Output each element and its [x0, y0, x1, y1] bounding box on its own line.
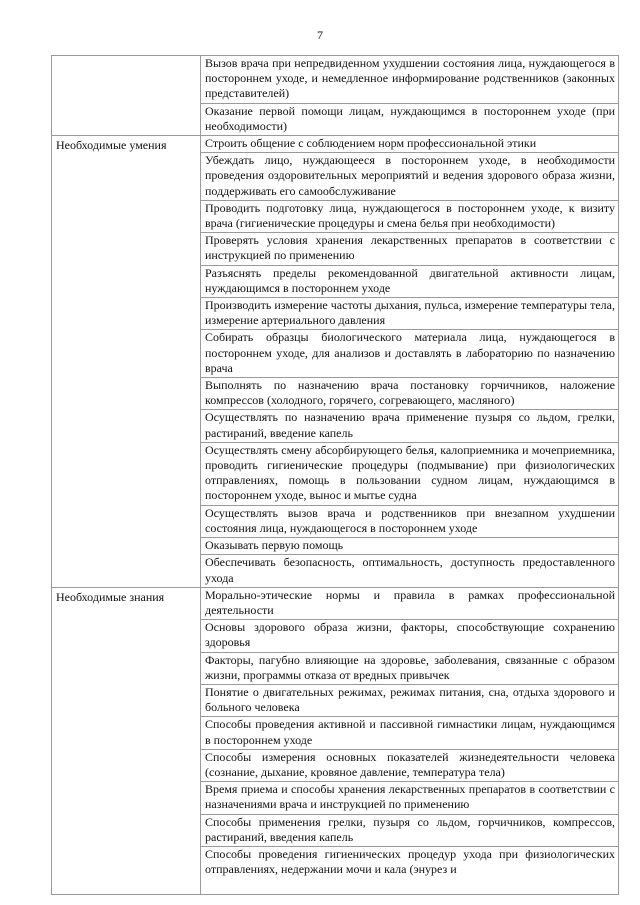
list-item: Собирать образцы биологического материала лица, нуждающегося в постороннем уходе, для анализов и доставлять в лабораторию по назначению врача: [201, 330, 618, 378]
list-item: Убеждать лицо, нуждающееся в постороннем уходе, в необходимости проведения оздоровительных мероприятий и ведения здорового образа жизни, поддерживать его самообслуживание: [201, 153, 618, 201]
list-item: Оказывать первую помощь: [201, 538, 618, 555]
list-item: Способы проведения гигиенических процедур ухода при физиологических отправлениях, недержании мочи и кала (энурез и: [205, 846, 615, 877]
list-item: Вызов врача при непредвиденном ухудшении состояния лица, нуждающегося в постороннем уходе, и немедленное информирование родственников (законных представителей): [201, 56, 618, 104]
table-row: [52, 136, 619, 588]
list-item: Проверять условия хранения лекарственных препаратов в соответствии с инструкцией по применению: [201, 233, 618, 265]
list-item: Понятие о двигательных режимах, режимах питания, сна, отдыха здорового и больного человека: [201, 685, 618, 717]
list-item: Строить общение с соблюдением норм профессиональной этики: [201, 136, 618, 153]
list-item: Основы здорового образа жизни, факторы, способствующие сохранению здоровья: [201, 620, 618, 652]
section-label-knowledge: Необходимые знания: [52, 587, 201, 894]
section-items-skills: [201, 136, 619, 588]
list-item: Осуществлять смену абсорбирующего белья, калоприемника и мочеприемника, проводить гигиенические процедуры (подмывание) при физиологических отправлениях, помощь в пользовании судном лицам, нуждающимся в постороннем уходе, вынос и мытье судна: [201, 443, 618, 506]
list-item: Выполнять по назначению врача постановку горчичников, наложение компрессов (холодного, горячего, согревающего, масляного): [201, 378, 618, 410]
table-row: [52, 56, 619, 136]
list-item: Морально-этические нормы и правила в рамках профессиональной деятельности: [201, 588, 618, 620]
list-item: Способы проведения активной и пассивной гимнастики лицам, нуждающимся в постороннем уходе: [201, 717, 618, 749]
list-item: Оказание первой помощи лицам, нуждающимся в постороннем уходе (при необходимости): [205, 103, 615, 133]
list-item: Обеспечивать безопасность, оптимальность, доступность предоставленного ухода: [205, 555, 615, 585]
competency-table: [51, 55, 619, 895]
section-items-knowledge: [201, 587, 619, 894]
list-item: Производить измерение частоты дыхания, пульса, измерение температуры тела, измерение артериального давления: [201, 298, 618, 330]
list-item: Способы измерения основных показателей жизнедеятельности человека (сознание, дыхание, кровяное давление, температура тела): [201, 750, 618, 782]
list-item: Проводить подготовку лица, нуждающегося в постороннем уходе, к визиту врача (гигиенические процедуры и смена белья при необходимости): [201, 201, 618, 233]
section-label-skills: Необходимые умения: [52, 136, 201, 588]
list-item: Способы применения грелки, пузыря со льдом, горчичников, компрессов, растираний, введения капель: [201, 815, 618, 847]
section-label: [52, 56, 201, 136]
list-item: Осуществлять по назначению врача применение пузыря со льдом, грелки, растираний, введение капель: [201, 410, 618, 442]
table-row: [52, 587, 619, 894]
list-item: Разъяснять пределы рекомендованной двигательной активности лицам, нуждающимся в постороннем уходе: [201, 266, 618, 298]
list-item: Время приема и способы хранения лекарственных препаратов в соответствии с назначениями врача и инструкцией по применению: [201, 782, 618, 814]
section-items: [201, 56, 619, 136]
list-item: Факторы, пагубно влияющие на здоровье, заболевания, связанные с образом жизни, программы отказа от вредных привычек: [201, 653, 618, 685]
page-number: 7: [317, 28, 323, 42]
list-item: Осуществлять вызов врача и родственников при внезапном ухудшении состояния лица, нуждающегося в постороннем уходе: [201, 506, 618, 538]
